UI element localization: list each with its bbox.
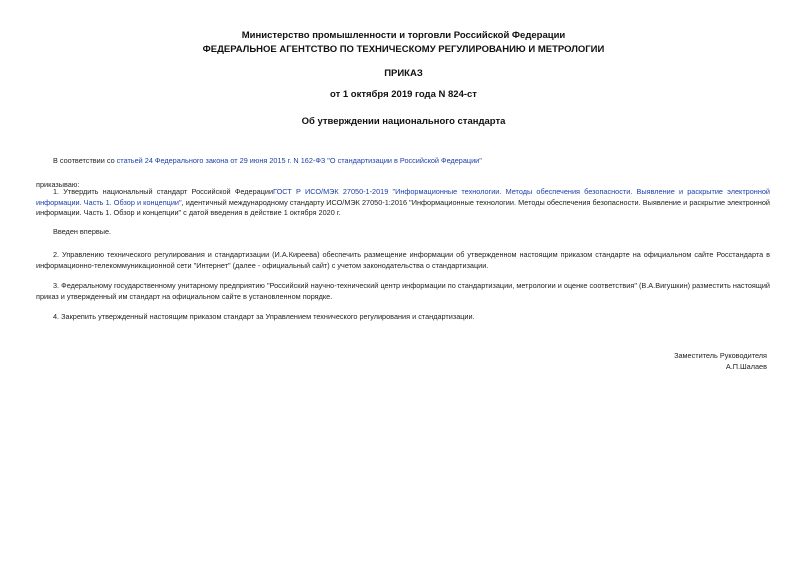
item-2: 2. Управлению технического регулирования и стандартизации (И.А.Киреева) обеспечить размещение информации об утвержденном настоящим приказом стандарте на официальном сайте Росстандарта в информационно-телекоммуникационной сети "Интернет" (далее - официальный сайт) с учетом законодательства о стандартизации. [36,250,770,270]
order-date-number: от 1 октября 2019 года N 824-ст [330,89,477,100]
ministry-title: Министерство промышленности и торговли Российской Федерации [241,30,566,41]
order-subject: Об утверждении национального стандарта [301,116,506,127]
item-3: 3. Федеральному государственному унитарному предприятию "Российский научно-технический центр информации по стандартизации, метрологии и оценке соответствия" (В.А.Вигушкин) разместить настоящий приказ и утвержденный им стандарт на официальном сайте в установленном порядке. [36,281,770,301]
item-1-suffix: , идентичный международному стандарту ИСО/МЭК 27050-1:2016 "Информационные технологии. Методы обеспечения безопасности. Выявление и раскрытие электронной информации. Часть 1. Обзор и концепции" с датой введения в действие 1 октября 2020 г. [36,197,770,217]
preamble-text: В соответствии со [53,156,117,165]
preamble [36,156,770,167]
agency-title: ФЕДЕРАЛЬНОЕ АГЕНТСТВО ПО ТЕХНИЧЕСКОМУ РЕГУЛИРОВАНИЮ И МЕТРОЛОГИИ [202,44,605,55]
law-link[interactable]: статьей 24 Федерального закона от 29 июня 2015 г. N 162-ФЗ "О стандартизации в Российской Федерации" [116,156,482,165]
signature-position: Заместитель Руководителя [674,351,767,360]
item-1-prefix: 1. Утвердить национальный стандарт Российской Федерации [53,187,274,196]
signature-name: А.П.Шалаев [725,362,767,371]
item-4: 4. Закрепить утвержденный настоящим приказом стандарт за Управлением технического регулирования и стандартизации. [53,312,475,321]
introduced-note: Введен впервые. [53,227,112,236]
item-1 [36,187,770,219]
document-type: ПРИКАЗ [384,68,423,79]
standard-link[interactable]: ГОСТ Р ИСО/МЭК 27050-1-2019 "Информационные технологии. Методы обеспечения безопасности. Выявление и раскрытие электронной информации. Часть 1. Обзор и концепции" [36,187,770,207]
order-word: приказываю: [36,180,80,189]
